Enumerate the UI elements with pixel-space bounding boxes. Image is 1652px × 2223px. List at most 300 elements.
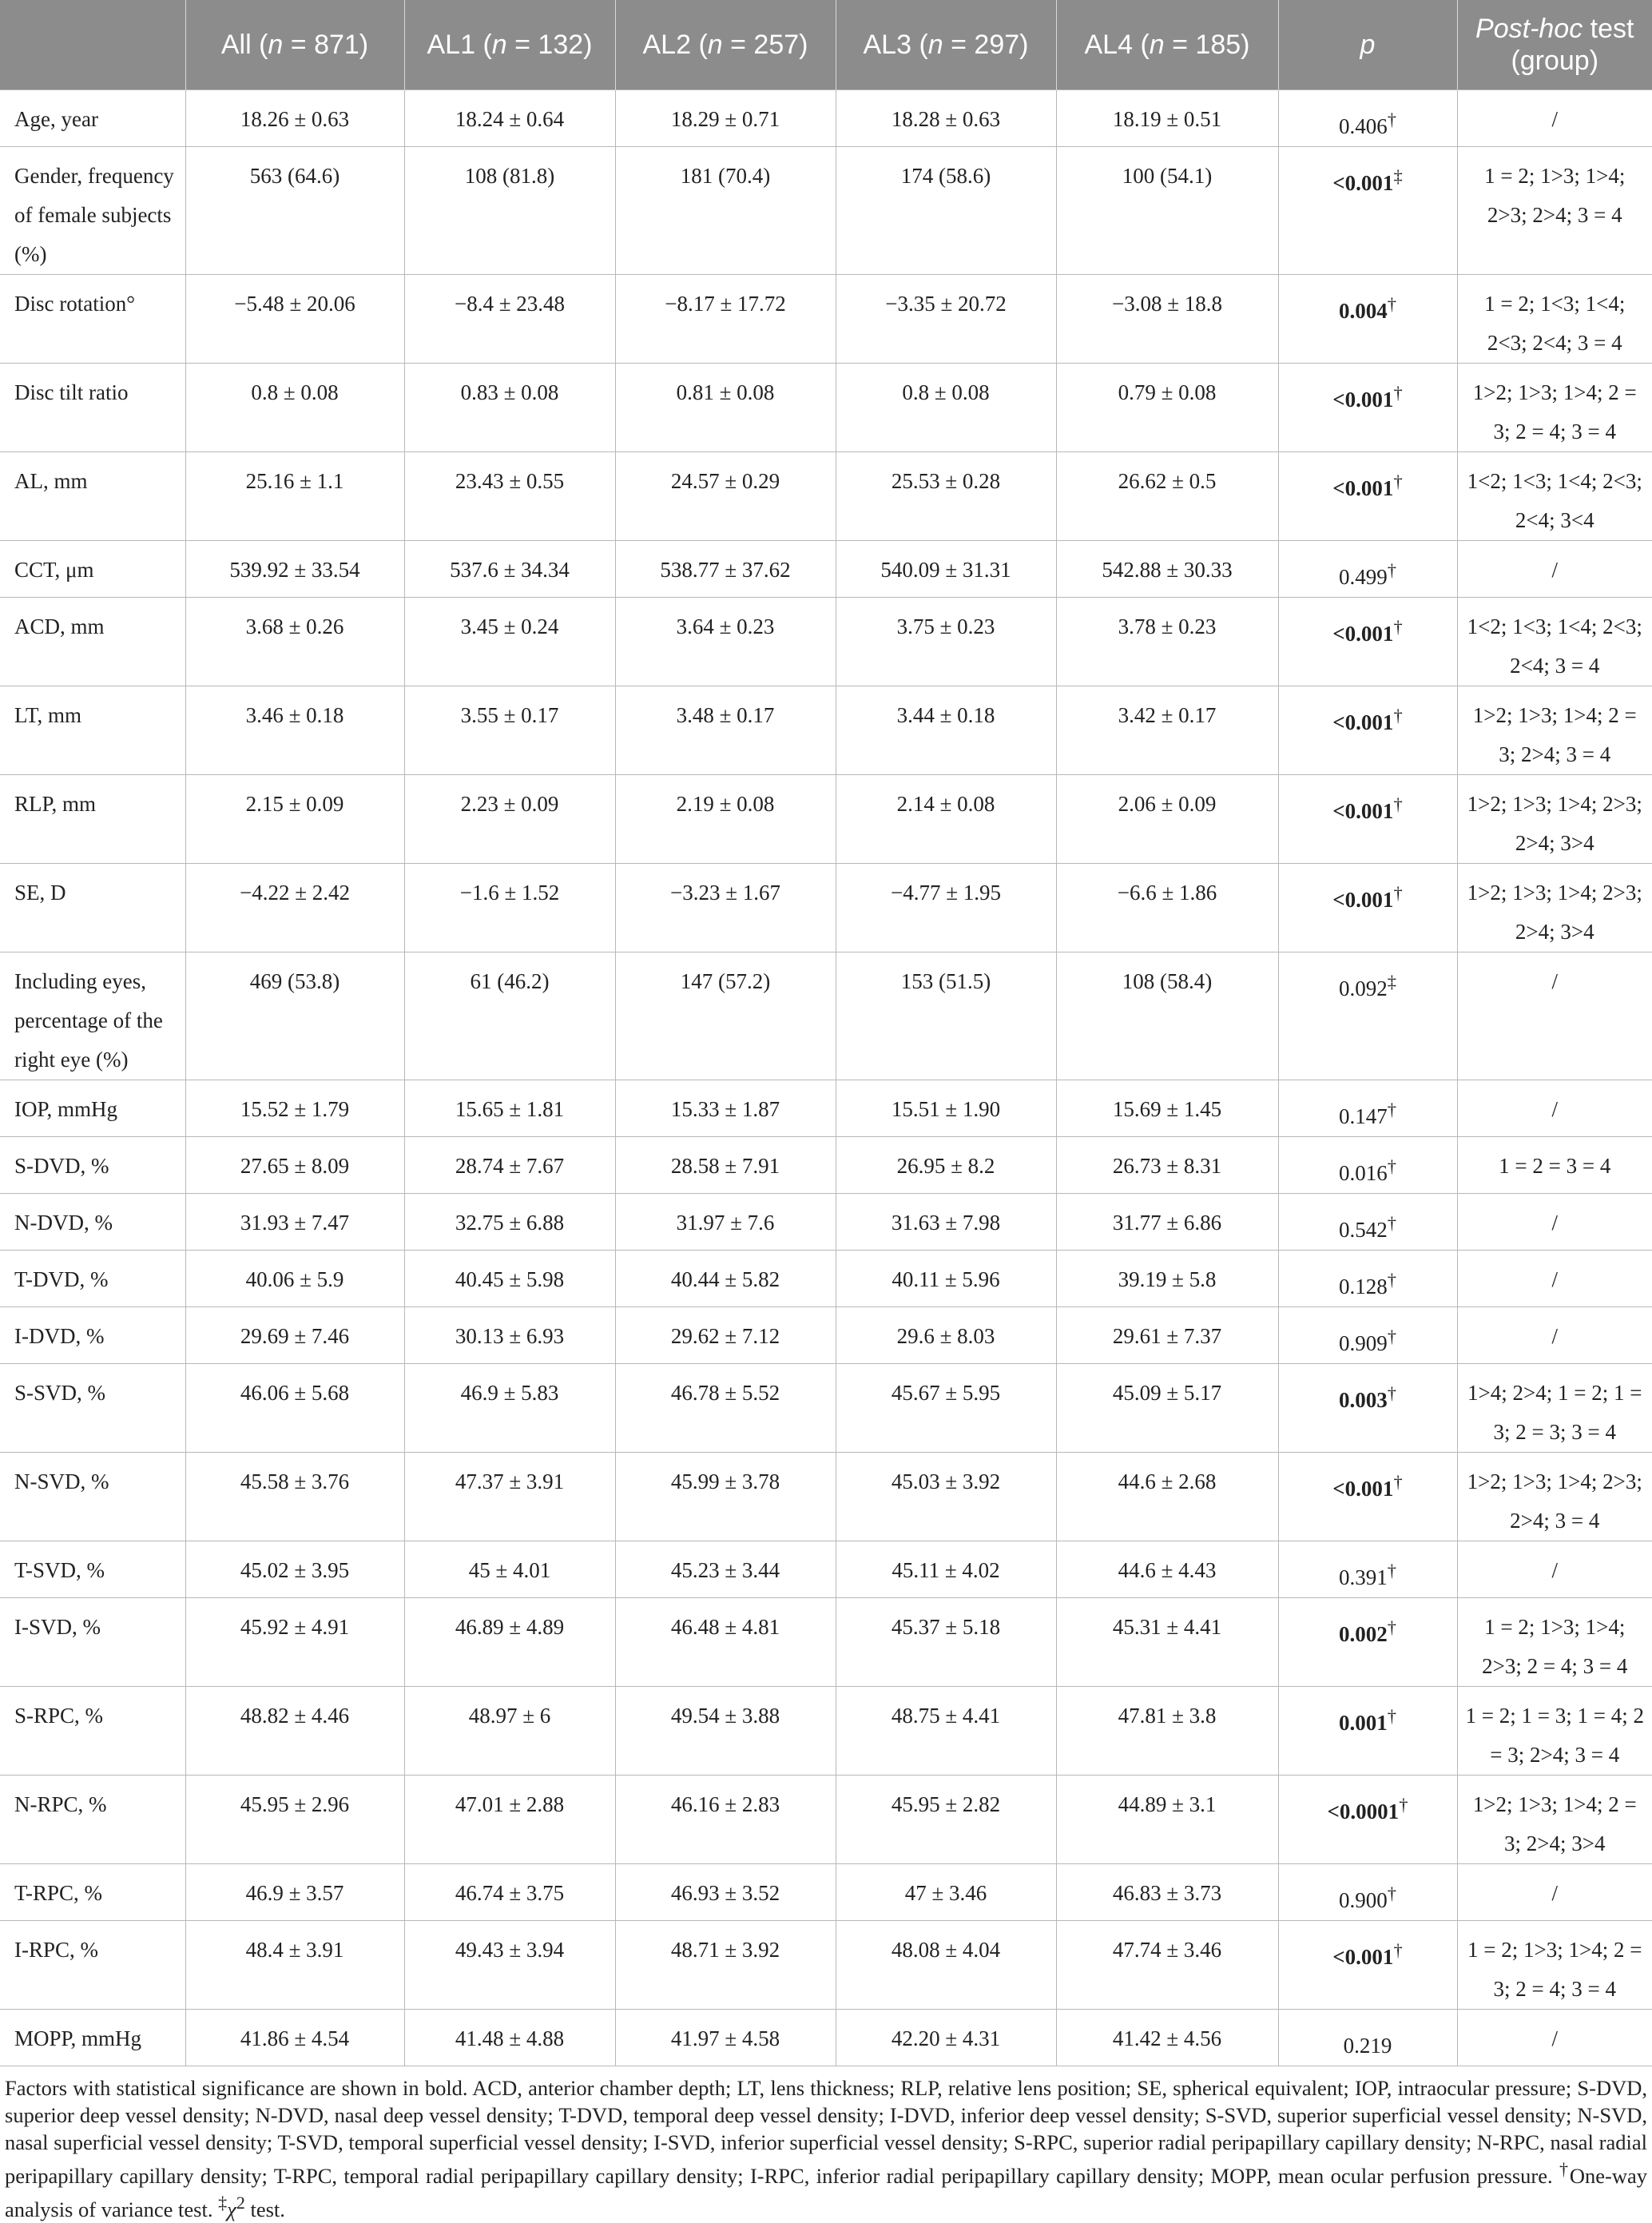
header-text-it: n — [927, 30, 943, 60]
value-cell: 39.19 ± 5.8 — [1056, 1251, 1278, 1307]
row-label: ACD, mm — [0, 598, 185, 686]
row-label: T-DVD, % — [0, 1251, 185, 1307]
value-cell: 26.95 ± 8.2 — [836, 1137, 1056, 1194]
value-cell: 0.79 ± 0.08 — [1056, 364, 1278, 452]
p-value-cell — [1278, 686, 1457, 775]
p-value: 0.391 — [1339, 1565, 1388, 1589]
p-value-cell — [1278, 1453, 1457, 1541]
value-cell: 45.02 ± 3.95 — [185, 1541, 404, 1598]
test-mark: † — [1387, 1213, 1396, 1233]
value-cell: 46.9 ± 3.57 — [185, 1864, 404, 1921]
p-value-cell — [1278, 1921, 1457, 2010]
posthoc-cell: / — [1457, 1080, 1652, 1137]
posthoc-cell: 1 = 2; 1>3; 1>4; 2 = 3; 2 = 4; 3 = 4 — [1457, 1921, 1652, 2010]
value-cell: 40.45 ± 5.98 — [404, 1251, 615, 1307]
value-cell: 18.19 ± 0.51 — [1056, 90, 1278, 147]
test-mark: † — [1387, 294, 1396, 314]
header-al2 — [615, 0, 836, 90]
p-value: 0.542 — [1339, 1218, 1388, 1242]
table-header — [0, 0, 1652, 90]
value-cell: 24.57 ± 0.29 — [615, 452, 836, 541]
row-label: Age, year — [0, 90, 185, 147]
table-row — [0, 775, 1652, 864]
p-value-cell — [1278, 2010, 1457, 2066]
test-mark: † — [1387, 1383, 1396, 1403]
value-cell: 45.09 ± 5.17 — [1056, 1364, 1278, 1453]
table-row — [0, 1453, 1652, 1541]
value-cell: 49.43 ± 3.94 — [404, 1921, 615, 2010]
value-cell: 25.16 ± 1.1 — [185, 452, 404, 541]
p-value-cell — [1278, 275, 1457, 364]
posthoc-cell: 1 = 2; 1<3; 1<4; 2<3; 2<4; 3 = 4 — [1457, 275, 1652, 364]
value-cell: 30.13 ± 6.93 — [404, 1307, 615, 1364]
value-cell: 108 (58.4) — [1056, 952, 1278, 1080]
value-cell: 2.23 ± 0.09 — [404, 775, 615, 864]
header-blank — [0, 0, 185, 90]
p-value-cell — [1278, 541, 1457, 598]
header-text-post: = 297) — [943, 30, 1029, 60]
p-value: <0.001 — [1332, 388, 1394, 412]
p-value: <0.001 — [1332, 1477, 1394, 1501]
p-value: 0.004 — [1339, 299, 1388, 323]
p-value: <0.001 — [1332, 476, 1394, 500]
value-cell: 45.67 ± 5.95 — [836, 1364, 1056, 1453]
row-label: T-RPC, % — [0, 1864, 185, 1921]
value-cell: 47.74 ± 3.46 — [1056, 1921, 1278, 2010]
row-label: S-SVD, % — [0, 1364, 185, 1453]
value-cell: 539.92 ± 33.54 — [185, 541, 404, 598]
value-cell: 45 ± 4.01 — [404, 1541, 615, 1598]
value-cell: 44.6 ± 2.68 — [1056, 1453, 1278, 1541]
table-row — [0, 275, 1652, 364]
value-cell: 45.37 ± 5.18 — [836, 1598, 1056, 1687]
value-cell: 47.37 ± 3.91 — [404, 1453, 615, 1541]
header-al3 — [836, 0, 1056, 90]
value-cell: 29.69 ± 7.46 — [185, 1307, 404, 1364]
value-cell: 31.97 ± 7.6 — [615, 1194, 836, 1251]
test-mark: † — [1393, 383, 1403, 403]
table-body — [0, 90, 1652, 2066]
header-text-pre: AL2 ( — [642, 30, 708, 60]
posthoc-cell: 1 = 2; 1>3; 1>4; 2>3; 2>4; 3 = 4 — [1457, 147, 1652, 275]
p-value-cell — [1278, 1776, 1457, 1864]
value-cell: 2.06 ± 0.09 — [1056, 775, 1278, 864]
value-cell: −8.17 ± 17.72 — [615, 275, 836, 364]
row-label: I-RPC, % — [0, 1921, 185, 2010]
test-mark: † — [1387, 1561, 1396, 1581]
p-value: <0.001 — [1332, 710, 1394, 734]
value-cell: 563 (64.6) — [185, 147, 404, 275]
value-cell: −5.48 ± 20.06 — [185, 275, 404, 364]
value-cell: 15.51 ± 1.90 — [836, 1080, 1056, 1137]
posthoc-cell: / — [1457, 952, 1652, 1080]
table-row — [0, 1776, 1652, 1864]
value-cell: 49.54 ± 3.88 — [615, 1687, 836, 1776]
value-cell: 2.14 ± 0.08 — [836, 775, 1056, 864]
value-cell: 3.55 ± 0.17 — [404, 686, 615, 775]
test-mark: † — [1393, 471, 1403, 491]
dagger-note: One-way analysis of variance test. — [5, 2163, 1647, 2221]
value-cell: 45.11 ± 4.02 — [836, 1541, 1056, 1598]
posthoc-cell: / — [1457, 2010, 1652, 2066]
posthoc-cell: / — [1457, 1251, 1652, 1307]
test-mark: † — [1387, 1156, 1396, 1176]
value-cell: 3.78 ± 0.23 — [1056, 598, 1278, 686]
value-cell: 48.82 ± 4.46 — [185, 1687, 404, 1776]
value-cell: 3.75 ± 0.23 — [836, 598, 1056, 686]
table-row — [0, 1921, 1652, 2010]
chi-superscript: 2 — [236, 2192, 245, 2213]
value-cell: 46.06 ± 5.68 — [185, 1364, 404, 1453]
row-label: Gender, frequency of female subjects (%) — [0, 147, 185, 275]
posthoc-cell: 1>2; 1>3; 1>4; 2>3; 2>4; 3>4 — [1457, 775, 1652, 864]
value-cell: 45.99 ± 3.78 — [615, 1453, 836, 1541]
value-cell: 28.58 ± 7.91 — [615, 1137, 836, 1194]
p-value: 0.003 — [1339, 1388, 1388, 1412]
value-cell: 42.20 ± 4.31 — [836, 2010, 1056, 2066]
value-cell: 18.28 ± 0.63 — [836, 90, 1056, 147]
double-dagger-mark: ‡ — [218, 2192, 228, 2213]
p-value-cell — [1278, 1251, 1457, 1307]
value-cell: 45.95 ± 2.96 — [185, 1776, 404, 1864]
value-cell: 3.46 ± 0.18 — [185, 686, 404, 775]
posthoc-cell: 1 = 2; 1>3; 1>4; 2>3; 2 = 4; 3 = 4 — [1457, 1598, 1652, 1687]
posthoc-cell: / — [1457, 1541, 1652, 1598]
table-row — [0, 1137, 1652, 1194]
table-row — [0, 1251, 1652, 1307]
value-cell: 45.23 ± 3.44 — [615, 1541, 836, 1598]
row-label: IOP, mmHg — [0, 1080, 185, 1137]
value-cell: 27.65 ± 8.09 — [185, 1137, 404, 1194]
p-value-cell — [1278, 598, 1457, 686]
test-mark: † — [1387, 560, 1396, 580]
value-cell: 44.89 ± 3.1 — [1056, 1776, 1278, 1864]
header-text-it: Post-hoc — [1475, 14, 1583, 44]
posthoc-cell: 1<2; 1<3; 1<4; 2<3; 2<4; 3<4 — [1457, 452, 1652, 541]
value-cell: 48.71 ± 3.92 — [615, 1921, 836, 2010]
header-al4 — [1056, 0, 1278, 90]
posthoc-cell: 1>2; 1>3; 1>4; 2>3; 2>4; 3 = 4 — [1457, 1453, 1652, 1541]
p-value-cell — [1278, 1137, 1457, 1194]
row-label: Disc rotation° — [0, 275, 185, 364]
value-cell: 40.11 ± 5.96 — [836, 1251, 1056, 1307]
value-cell: 15.69 ± 1.45 — [1056, 1080, 1278, 1137]
header-text-post: = 257) — [722, 30, 808, 60]
p-value: 0.092 — [1339, 976, 1388, 1000]
value-cell: 31.63 ± 7.98 — [836, 1194, 1056, 1251]
posthoc-cell: 1 = 2 = 3 = 4 — [1457, 1137, 1652, 1194]
header-text-post: = 132) — [506, 30, 593, 60]
value-cell: 153 (51.5) — [836, 952, 1056, 1080]
value-cell: 174 (58.6) — [836, 147, 1056, 275]
table-row — [0, 952, 1652, 1080]
header-posthoc — [1457, 0, 1652, 90]
p-value: 0.909 — [1339, 1331, 1388, 1355]
table-footnote — [0, 2066, 1652, 2223]
row-label: SE, D — [0, 864, 185, 952]
value-cell: 26.62 ± 0.5 — [1056, 452, 1278, 541]
value-cell: −3.08 ± 18.8 — [1056, 275, 1278, 364]
test-mark: † — [1393, 794, 1403, 814]
row-label: RLP, mm — [0, 775, 185, 864]
value-cell: 61 (46.2) — [404, 952, 615, 1080]
p-value: 0.002 — [1339, 1622, 1388, 1646]
p-value-cell — [1278, 1864, 1457, 1921]
p-value: <0.001 — [1332, 171, 1394, 195]
value-cell: −1.6 ± 1.52 — [404, 864, 615, 952]
row-label: N-DVD, % — [0, 1194, 185, 1251]
test-mark: † — [1393, 706, 1403, 726]
value-cell: 46.74 ± 3.75 — [404, 1864, 615, 1921]
value-cell: 147 (57.2) — [615, 952, 836, 1080]
value-cell: 46.83 ± 3.73 — [1056, 1864, 1278, 1921]
header-text-pre: AL4 ( — [1084, 30, 1150, 60]
table-row — [0, 1864, 1652, 1921]
test-mark: † — [1393, 617, 1403, 637]
header-text-it: n — [707, 30, 723, 60]
header-all — [185, 0, 404, 90]
value-cell: 3.45 ± 0.24 — [404, 598, 615, 686]
table-row — [0, 147, 1652, 275]
value-cell: 3.42 ± 0.17 — [1056, 686, 1278, 775]
header-text-post: = 871) — [283, 30, 369, 60]
value-cell: 48.75 ± 4.41 — [836, 1687, 1056, 1776]
value-cell: 46.93 ± 3.52 — [615, 1864, 836, 1921]
chi-symbol: χ — [227, 2197, 236, 2221]
header-text-it: n — [268, 30, 284, 60]
value-cell: 2.19 ± 0.08 — [615, 775, 836, 864]
header-text-post: test (group) — [1511, 14, 1634, 76]
posthoc-cell: 1>4; 2>4; 1 = 2; 1 = 3; 2 = 3; 3 = 4 — [1457, 1364, 1652, 1453]
value-cell: 44.6 ± 4.43 — [1056, 1541, 1278, 1598]
value-cell: 46.16 ± 2.83 — [615, 1776, 836, 1864]
row-label: I-DVD, % — [0, 1307, 185, 1364]
header-text-pre: AL1 ( — [427, 30, 492, 60]
value-cell: 3.68 ± 0.26 — [185, 598, 404, 686]
p-value-cell — [1278, 90, 1457, 147]
p-value: 0.900 — [1339, 1888, 1388, 1912]
p-value-cell — [1278, 952, 1457, 1080]
table-row — [0, 864, 1652, 952]
row-label: Including eyes, percentage of the right eye (%) — [0, 952, 185, 1080]
p-value: <0.0001 — [1327, 1799, 1400, 1823]
value-cell: −4.77 ± 1.95 — [836, 864, 1056, 952]
header-text-it: n — [1149, 30, 1165, 60]
value-cell: 108 (81.8) — [404, 147, 615, 275]
posthoc-cell: / — [1457, 541, 1652, 598]
footnote-abbreviations: Factors with statistical significance are shown in bold. ACD, anterior chamber depth; LT, lens thickness; RLP, relative lens position; SE, spherical equivalent; IOP, intraocular pressure; S-DVD, superior deep vessel density; N-DVD, nasal deep vessel density; T-DVD, temporal deep vessel density; I-DVD, inferior deep vessel density; S-SVD, superior superficial vessel density; N-SVD, nasal superficial vessel density; T-SVD, temporal superficial vessel density; I-SVD, inferior superficial vessel density; S-RPC, superior radial peripapillary capillary density; N-RPC, nasal radial peripapillary capillary density; T-RPC, temporal radial peripapillary capillary density; I-RPC, inferior radial peripapillary capillary density; MOPP, mean ocular perfusion pressure. — [5, 2076, 1647, 2188]
table-row — [0, 1364, 1652, 1453]
dagger-mark: † — [1559, 2159, 1570, 2179]
value-cell: 18.29 ± 0.71 — [615, 90, 836, 147]
test-mark: † — [1387, 1326, 1396, 1346]
value-cell: 537.6 ± 34.34 — [404, 541, 615, 598]
posthoc-cell: 1>2; 1>3; 1>4; 2 = 3; 2>4; 3 = 4 — [1457, 686, 1652, 775]
value-cell: 15.52 ± 1.79 — [185, 1080, 404, 1137]
table-row — [0, 1541, 1652, 1598]
p-value-cell — [1278, 1598, 1457, 1687]
row-label: CCT, μm — [0, 541, 185, 598]
p-value: 0.499 — [1339, 565, 1388, 589]
row-label: N-SVD, % — [0, 1453, 185, 1541]
value-cell: 15.65 ± 1.81 — [404, 1080, 615, 1137]
test-mark: ‡ — [1393, 166, 1403, 186]
p-value-cell — [1278, 1687, 1457, 1776]
row-label: T-SVD, % — [0, 1541, 185, 1598]
value-cell: 47.81 ± 3.8 — [1056, 1687, 1278, 1776]
table-row — [0, 598, 1652, 686]
test-mark: † — [1387, 1617, 1396, 1637]
value-cell: 41.48 ± 4.88 — [404, 2010, 615, 2066]
test-mark: ‡ — [1387, 972, 1396, 992]
table-row — [0, 90, 1652, 147]
value-cell: 45.03 ± 3.92 — [836, 1453, 1056, 1541]
value-cell: 48.4 ± 3.91 — [185, 1921, 404, 2010]
p-value-cell — [1278, 1080, 1457, 1137]
posthoc-cell: 1>2; 1>3; 1>4; 2 = 3; 2>4; 3>4 — [1457, 1776, 1652, 1864]
header-text-pre: All ( — [220, 30, 268, 60]
value-cell: 542.88 ± 30.33 — [1056, 541, 1278, 598]
value-cell: 45.58 ± 3.76 — [185, 1453, 404, 1541]
value-cell: 47.01 ± 2.88 — [404, 1776, 615, 1864]
value-cell: 3.64 ± 0.23 — [615, 598, 836, 686]
value-cell: 15.33 ± 1.87 — [615, 1080, 836, 1137]
table-row — [0, 686, 1652, 775]
value-cell: 3.48 ± 0.17 — [615, 686, 836, 775]
value-cell: 41.97 ± 4.58 — [615, 2010, 836, 2066]
value-cell: 23.43 ± 0.55 — [404, 452, 615, 541]
value-cell: 100 (54.1) — [1056, 147, 1278, 275]
p-value: 0.219 — [1343, 2034, 1392, 2058]
value-cell: 28.74 ± 7.67 — [404, 1137, 615, 1194]
value-cell: 29.6 ± 8.03 — [836, 1307, 1056, 1364]
value-cell: 25.53 ± 0.28 — [836, 452, 1056, 541]
value-cell: 45.31 ± 4.41 — [1056, 1598, 1278, 1687]
p-value: 0.001 — [1339, 1711, 1388, 1735]
p-value: 0.147 — [1339, 1104, 1388, 1128]
test-mark: † — [1393, 1940, 1403, 1960]
value-cell: 45.95 ± 2.82 — [836, 1776, 1056, 1864]
p-value-cell — [1278, 452, 1457, 541]
value-cell: −3.23 ± 1.67 — [615, 864, 836, 952]
p-value: <0.001 — [1332, 888, 1394, 912]
value-cell: −3.35 ± 20.72 — [836, 275, 1056, 364]
p-value: <0.001 — [1332, 622, 1394, 646]
value-cell: 0.8 ± 0.08 — [185, 364, 404, 452]
posthoc-cell: / — [1457, 1307, 1652, 1364]
table-row — [0, 541, 1652, 598]
table-row — [0, 1307, 1652, 1364]
value-cell: 40.44 ± 5.82 — [615, 1251, 836, 1307]
value-cell: 3.44 ± 0.18 — [836, 686, 1056, 775]
value-cell: 47 ± 3.46 — [836, 1864, 1056, 1921]
p-value-cell — [1278, 1194, 1457, 1251]
value-cell: 48.08 ± 4.04 — [836, 1921, 1056, 2010]
value-cell: 0.8 ± 0.08 — [836, 364, 1056, 452]
value-cell: 538.77 ± 37.62 — [615, 541, 836, 598]
row-label: AL, mm — [0, 452, 185, 541]
value-cell: 32.75 ± 6.88 — [404, 1194, 615, 1251]
test-mark: † — [1387, 1706, 1396, 1726]
value-cell: −8.4 ± 23.48 — [404, 275, 615, 364]
row-label: I-SVD, % — [0, 1598, 185, 1687]
value-cell: −6.6 ± 1.86 — [1056, 864, 1278, 952]
table-row — [0, 1598, 1652, 1687]
p-value: 0.128 — [1339, 1275, 1388, 1298]
p-value-cell — [1278, 775, 1457, 864]
value-cell: 18.26 ± 0.63 — [185, 90, 404, 147]
test-mark: † — [1387, 109, 1396, 129]
row-label: S-DVD, % — [0, 1137, 185, 1194]
value-cell: 46.78 ± 5.52 — [615, 1364, 836, 1453]
test-mark: † — [1387, 1100, 1396, 1119]
value-cell: 0.83 ± 0.08 — [404, 364, 615, 452]
value-cell: 48.97 ± 6 — [404, 1687, 615, 1776]
test-mark: † — [1399, 1795, 1408, 1815]
value-cell: 31.77 ± 6.86 — [1056, 1194, 1278, 1251]
header-text-it: n — [491, 30, 507, 60]
p-value: 0.406 — [1339, 114, 1388, 138]
posthoc-cell: 1>2; 1>3; 1>4; 2>3; 2>4; 3>4 — [1457, 864, 1652, 952]
value-cell: 46.89 ± 4.89 — [404, 1598, 615, 1687]
row-label: Disc tilt ratio — [0, 364, 185, 452]
header-p — [1278, 0, 1457, 90]
p-value: <0.001 — [1332, 1945, 1394, 1969]
p-value-cell — [1278, 364, 1457, 452]
value-cell: 46.9 ± 5.83 — [404, 1364, 615, 1453]
value-cell: 26.73 ± 8.31 — [1056, 1137, 1278, 1194]
header-row — [0, 0, 1652, 90]
p-value-cell — [1278, 1364, 1457, 1453]
value-cell: 18.24 ± 0.64 — [404, 90, 615, 147]
test-mark: † — [1387, 1270, 1396, 1290]
table-row — [0, 452, 1652, 541]
value-cell: 41.42 ± 4.56 — [1056, 2010, 1278, 2066]
row-label: MOPP, mmHg — [0, 2010, 185, 2066]
value-cell: 181 (70.4) — [615, 147, 836, 275]
row-label: LT, mm — [0, 686, 185, 775]
value-cell: 29.62 ± 7.12 — [615, 1307, 836, 1364]
p-value-cell — [1278, 147, 1457, 275]
value-cell: 31.93 ± 7.47 — [185, 1194, 404, 1251]
header-al1 — [404, 0, 615, 90]
value-cell: 0.81 ± 0.08 — [615, 364, 836, 452]
posthoc-cell: / — [1457, 1194, 1652, 1251]
value-cell: 40.06 ± 5.9 — [185, 1251, 404, 1307]
row-label: S-RPC, % — [0, 1687, 185, 1776]
table-row — [0, 2010, 1652, 2066]
table-row — [0, 364, 1652, 452]
double-dagger-note: test. — [244, 2197, 285, 2221]
posthoc-cell: / — [1457, 90, 1652, 147]
value-cell: 540.09 ± 31.31 — [836, 541, 1056, 598]
value-cell: 46.48 ± 4.81 — [615, 1598, 836, 1687]
header-text-pre: AL3 ( — [863, 30, 928, 60]
header-text-post: = 185) — [1164, 30, 1250, 60]
p-value-cell — [1278, 1307, 1457, 1364]
value-cell: −4.22 ± 2.42 — [185, 864, 404, 952]
p-value: <0.001 — [1332, 799, 1394, 823]
value-cell: 45.92 ± 4.91 — [185, 1598, 404, 1687]
value-cell: 469 (53.8) — [185, 952, 404, 1080]
posthoc-cell: 1<2; 1<3; 1<4; 2<3; 2<4; 3 = 4 — [1457, 598, 1652, 686]
table-row — [0, 1080, 1652, 1137]
value-cell: 2.15 ± 0.09 — [185, 775, 404, 864]
table-row — [0, 1194, 1652, 1251]
table-row — [0, 1687, 1652, 1776]
p-value-cell — [1278, 864, 1457, 952]
p-value: 0.016 — [1339, 1161, 1388, 1185]
